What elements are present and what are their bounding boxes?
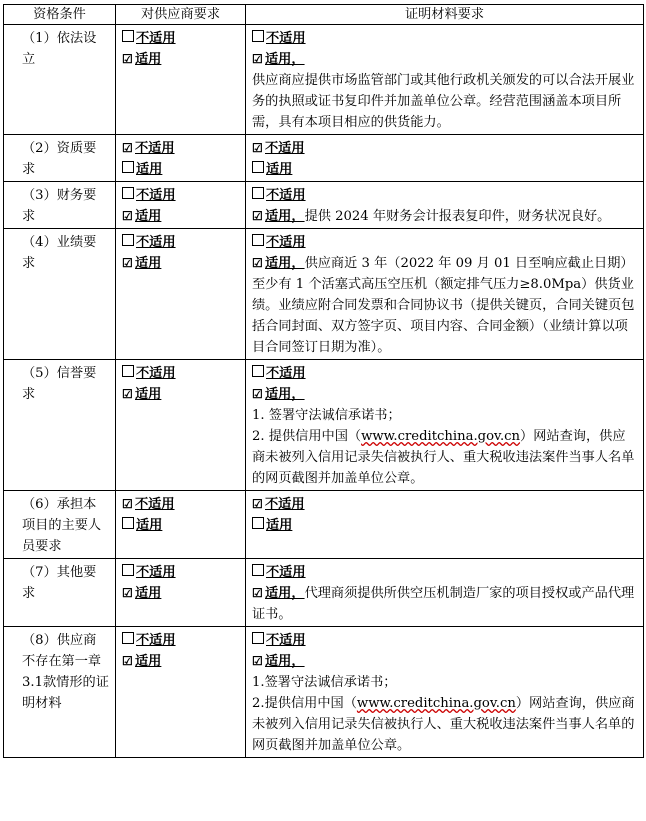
proof-not-applicable-option bbox=[252, 138, 637, 159]
proof-not-applicable-option-label: 不适用 bbox=[266, 235, 306, 250]
checked-box-icon: ☑ bbox=[122, 52, 133, 66]
table-row bbox=[4, 491, 644, 559]
url-text: www.creditchina.gov.cn bbox=[356, 696, 516, 711]
supplier-not-applicable-option bbox=[122, 494, 239, 515]
proof-requirement-cell bbox=[246, 360, 644, 491]
table-row bbox=[4, 182, 644, 229]
checkbox-icon bbox=[122, 517, 134, 529]
proof-text: 代理商须提供所供空压机制造厂家的项目授权或产品代理证书。 bbox=[252, 586, 635, 622]
condition-label: （1）依法设立 bbox=[22, 31, 97, 67]
supplier-not-applicable-option-label: 不适用 bbox=[136, 565, 176, 580]
condition-cell bbox=[4, 559, 116, 627]
supplier-requirement-cell bbox=[116, 25, 246, 135]
condition-cell bbox=[4, 25, 116, 135]
proof-paragraph: 1. 签署守法诚信承诺书； bbox=[252, 408, 401, 423]
supplier-applicable-option bbox=[122, 651, 239, 672]
checked-box-icon: ☑ bbox=[122, 497, 133, 511]
supplier-not-applicable-option-label: 不适用 bbox=[135, 497, 175, 512]
supplier-applicable-option-label: 适用 bbox=[136, 162, 163, 177]
url-text: www.creditchina.gov.cn bbox=[361, 429, 521, 444]
proof-paragraph: 1.签署守法诚信承诺书； bbox=[252, 675, 397, 690]
table-row bbox=[4, 627, 644, 758]
supplier-not-applicable-option-label: 不适用 bbox=[136, 235, 176, 250]
supplier-applicable-option bbox=[122, 253, 239, 274]
condition-cell bbox=[4, 135, 116, 182]
supplier-requirement-cell bbox=[116, 182, 246, 229]
proof-applicable-line bbox=[252, 206, 637, 227]
table-header-row bbox=[4, 5, 644, 25]
proof-text: 提供 2024 年财务会计报表复印件，财务状况良好。 bbox=[304, 209, 611, 224]
proof-not-applicable-option bbox=[252, 363, 637, 384]
supplier-requirement-cell bbox=[116, 135, 246, 182]
checkbox-icon bbox=[122, 564, 134, 576]
supplier-applicable-option bbox=[122, 206, 239, 227]
supplier-applicable-option-label: 适用 bbox=[135, 387, 162, 402]
checked-box-icon: ☑ bbox=[252, 654, 263, 668]
supplier-not-applicable-option-label: 不适用 bbox=[136, 31, 176, 46]
checkbox-icon bbox=[122, 632, 134, 644]
proof-paragraph: 供应商应提供市场监管部门或其他行政机关颁发的可以合法开展业务的执照或证书复印件并加盖单位公章。经营范围涵盖本项目所需，具有本项目相应的供货能力。 bbox=[252, 73, 635, 130]
proof-applicable-line bbox=[252, 159, 637, 180]
proof-applicable-line bbox=[252, 583, 637, 625]
proof-text: 供应商近 3 年（2022 年 09 月 01 日至响应截止日期）至少有 1 个活塞式高压空压机（额定排气压力≥8.0Mpa）供货业绩。业绩应附合同发票和合同协议书（提供关键页，合同关键页包括合同封面、双方签字页、项目内容、合同金额）（业绩计算以项目合同签订日期为准）。 bbox=[252, 256, 635, 355]
proof-not-applicable-option-label: 不适用 bbox=[265, 497, 305, 512]
proof-requirement-cell bbox=[246, 627, 644, 758]
table-row bbox=[4, 229, 644, 360]
checkbox-icon bbox=[122, 30, 134, 42]
supplier-not-applicable-option-label: 不适用 bbox=[136, 366, 176, 381]
header-condition: 资格条件 bbox=[4, 5, 116, 25]
supplier-not-applicable-option bbox=[122, 232, 239, 253]
table-row bbox=[4, 360, 644, 491]
proof-not-applicable-option-label: 不适用 bbox=[266, 633, 306, 648]
supplier-not-applicable-option-label: 不适用 bbox=[135, 141, 175, 156]
table-row bbox=[4, 135, 644, 182]
condition-cell bbox=[4, 360, 116, 491]
checked-box-icon: ☑ bbox=[122, 141, 133, 155]
supplier-not-applicable-option bbox=[122, 138, 239, 159]
proof-not-applicable-option bbox=[252, 494, 637, 515]
proof-requirement-cell bbox=[246, 491, 644, 559]
checked-box-icon: ☑ bbox=[252, 141, 263, 155]
proof-applicable-label: 适用， bbox=[265, 654, 305, 669]
proof-applicable-label: 适用 bbox=[266, 162, 293, 177]
supplier-applicable-option-label: 适用 bbox=[135, 256, 162, 271]
checked-box-icon: ☑ bbox=[122, 387, 133, 401]
proof-not-applicable-option bbox=[252, 232, 637, 253]
checkbox-icon bbox=[122, 161, 134, 173]
supplier-applicable-option bbox=[122, 583, 239, 604]
supplier-requirement-cell bbox=[116, 627, 246, 758]
supplier-not-applicable-option bbox=[122, 185, 239, 206]
condition-label: （5）信誉要求 bbox=[22, 366, 97, 402]
supplier-applicable-option-label: 适用 bbox=[135, 52, 162, 67]
condition-cell bbox=[4, 229, 116, 360]
proof-applicable-label: 适用， bbox=[265, 586, 305, 601]
checkbox-icon bbox=[252, 161, 264, 173]
proof-not-applicable-option-label: 不适用 bbox=[266, 366, 306, 381]
supplier-applicable-option-label: 适用 bbox=[135, 209, 162, 224]
supplier-applicable-option bbox=[122, 49, 239, 70]
proof-requirement-cell bbox=[246, 182, 644, 229]
checked-box-icon: ☑ bbox=[122, 654, 133, 668]
proof-not-applicable-option bbox=[252, 630, 637, 651]
table-row bbox=[4, 25, 644, 135]
supplier-applicable-option-label: 适用 bbox=[135, 654, 162, 669]
supplier-applicable-option bbox=[122, 159, 239, 180]
header-supplier-requirement: 对供应商要求 bbox=[116, 5, 246, 25]
proof-requirement-cell bbox=[246, 229, 644, 360]
supplier-not-applicable-option bbox=[122, 363, 239, 384]
checked-box-icon: ☑ bbox=[122, 209, 133, 223]
supplier-not-applicable-option bbox=[122, 630, 239, 651]
proof-applicable-line bbox=[252, 515, 637, 536]
checked-box-icon: ☑ bbox=[122, 256, 133, 270]
condition-label: （2）资质要求 bbox=[22, 141, 97, 177]
proof-applicable-label: 适用， bbox=[265, 209, 305, 224]
proof-applicable-label: 适用， bbox=[265, 256, 305, 271]
supplier-applicable-option bbox=[122, 384, 239, 405]
condition-label: （8）供应商不存在第一章3.1款情形的证明材料 bbox=[22, 633, 109, 711]
supplier-not-applicable-option-label: 不适用 bbox=[136, 633, 176, 648]
condition-label: （3）财务要求 bbox=[22, 188, 97, 224]
condition-label: （7）其他要求 bbox=[22, 565, 97, 601]
proof-applicable-label: 适用， bbox=[265, 52, 305, 67]
proof-not-applicable-option bbox=[252, 562, 637, 583]
supplier-not-applicable-option bbox=[122, 562, 239, 583]
checkbox-icon bbox=[252, 564, 264, 576]
supplier-not-applicable-option-label: 不适用 bbox=[136, 188, 176, 203]
proof-not-applicable-option bbox=[252, 28, 637, 49]
proof-paragraph: 2. 提供信用中国（www.creditchina.gov.cn）网站查询，供应商未被列入信用记录失信被执行人、重大税收违法案件当事人名单的网页截图并加盖单位公章。 bbox=[252, 429, 635, 486]
checkbox-icon bbox=[252, 632, 264, 644]
supplier-requirement-cell bbox=[116, 360, 246, 491]
checkbox-icon bbox=[122, 365, 134, 377]
supplier-requirement-cell bbox=[116, 491, 246, 559]
condition-cell bbox=[4, 182, 116, 229]
proof-applicable-label: 适用， bbox=[265, 387, 305, 402]
checked-box-icon: ☑ bbox=[252, 387, 263, 401]
proof-applicable-line bbox=[252, 384, 637, 405]
header-proof-requirement: 证明材料要求 bbox=[246, 5, 644, 25]
supplier-applicable-option-label: 适用 bbox=[136, 518, 163, 533]
condition-cell bbox=[4, 627, 116, 758]
checked-box-icon: ☑ bbox=[252, 586, 263, 600]
checkbox-icon bbox=[122, 234, 134, 246]
checkbox-icon bbox=[252, 30, 264, 42]
proof-applicable-line bbox=[252, 651, 637, 672]
condition-label: （6）承担本项目的主要人员要求 bbox=[22, 497, 102, 554]
proof-applicable-line bbox=[252, 49, 637, 70]
checked-box-icon: ☑ bbox=[252, 256, 263, 270]
supplier-requirement-cell bbox=[116, 559, 246, 627]
supplier-requirement-cell bbox=[116, 229, 246, 360]
supplier-applicable-option bbox=[122, 515, 239, 536]
supplier-applicable-option-label: 适用 bbox=[135, 586, 162, 601]
condition-label: （4）业绩要求 bbox=[22, 235, 97, 271]
checked-box-icon: ☑ bbox=[122, 586, 133, 600]
checked-box-icon: ☑ bbox=[252, 209, 263, 223]
qualification-table bbox=[3, 4, 644, 758]
checkbox-icon bbox=[252, 365, 264, 377]
supplier-not-applicable-option bbox=[122, 28, 239, 49]
proof-not-applicable-option-label: 不适用 bbox=[266, 565, 306, 580]
proof-not-applicable-option-label: 不适用 bbox=[266, 31, 306, 46]
proof-paragraph: 2.提供信用中国（www.creditchina.gov.cn）网站查询，供应商未被列入信用记录失信被执行人、重大税收违法案件当事人名单的网页截图并加盖单位公章。 bbox=[252, 696, 635, 753]
checked-box-icon: ☑ bbox=[252, 52, 263, 66]
checkbox-icon bbox=[252, 234, 264, 246]
proof-not-applicable-option-label: 不适用 bbox=[266, 188, 306, 203]
proof-requirement-cell bbox=[246, 559, 644, 627]
checked-box-icon: ☑ bbox=[252, 497, 263, 511]
proof-not-applicable-option-label: 不适用 bbox=[265, 141, 305, 156]
condition-cell bbox=[4, 491, 116, 559]
proof-not-applicable-option bbox=[252, 185, 637, 206]
proof-requirement-cell bbox=[246, 135, 644, 182]
proof-requirement-cell bbox=[246, 25, 644, 135]
table-row bbox=[4, 559, 644, 627]
checkbox-icon bbox=[122, 187, 134, 199]
checkbox-icon bbox=[252, 517, 264, 529]
proof-applicable-line bbox=[252, 253, 637, 358]
proof-applicable-label: 适用 bbox=[266, 518, 293, 533]
checkbox-icon bbox=[252, 187, 264, 199]
